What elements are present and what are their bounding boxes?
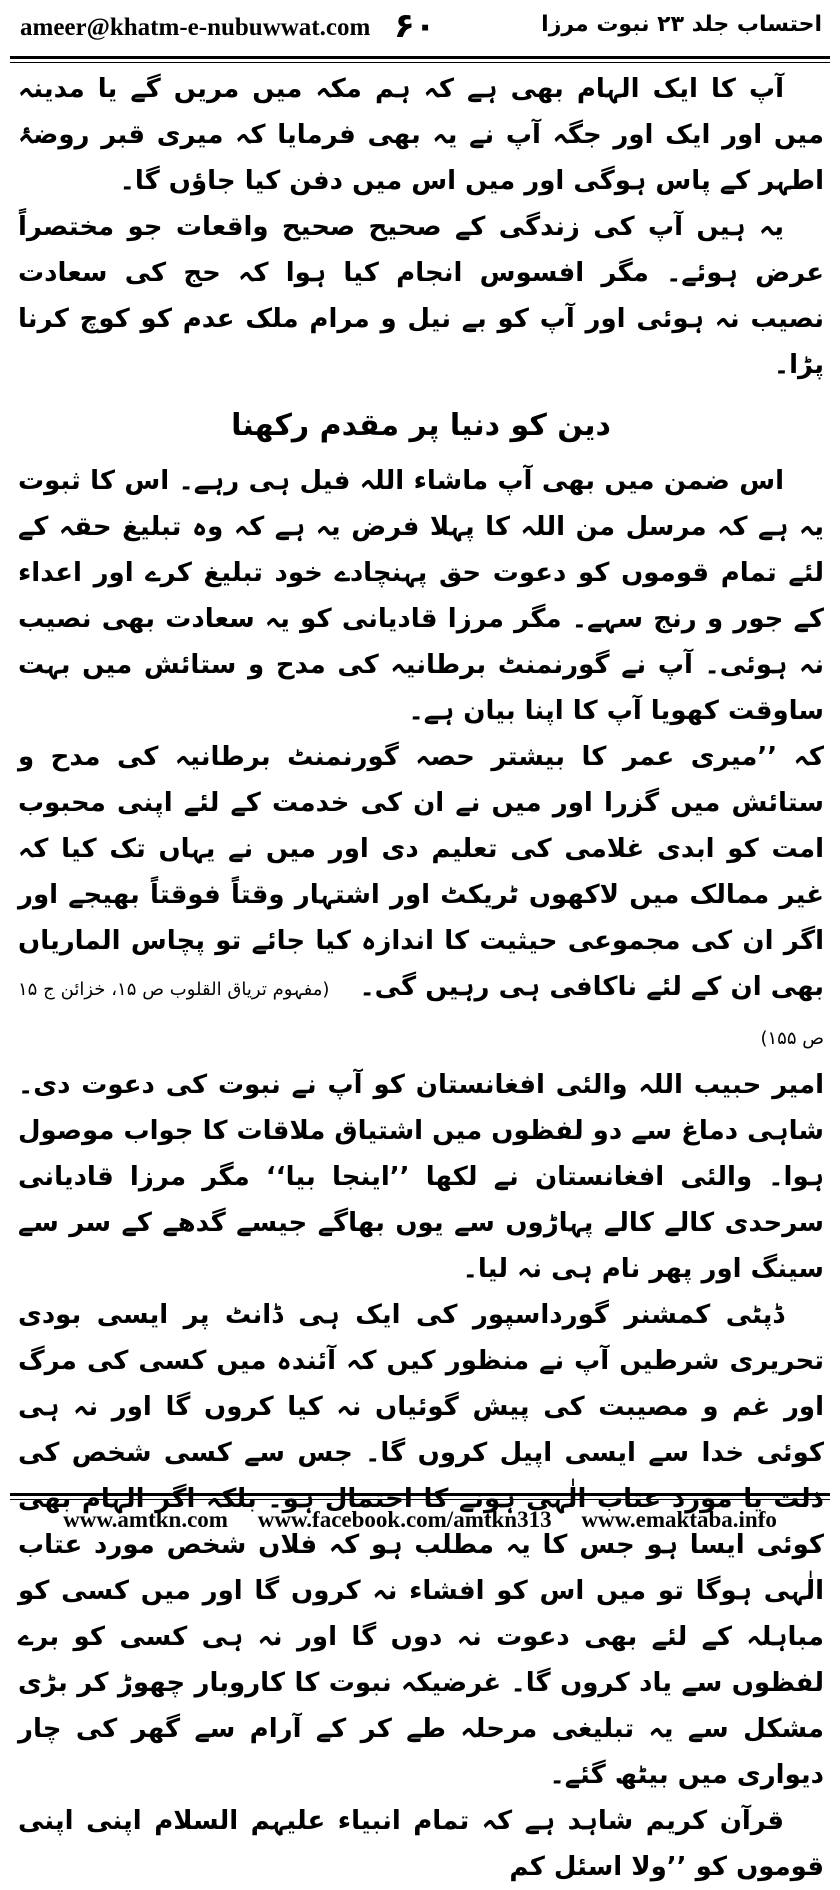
- footer-link-amtkn[interactable]: www.amtkn.com: [63, 1507, 228, 1532]
- paragraph-3: اس ضمن میں بھی آپ ماشاء اللہ فیل ہی رہے۔ اس کا ثبوت یہ ہے کہ مرسل من اللہ کا پہلا فرض یہ ہے کہ وہ تبلیغ حقہ کے لئے تمام قوموں کو دعوت حق پہنچادے خود تبلیغ کرے اور اعداء کے جور و رنج سہے۔ مگر مرزا قادیانی کو یہ سعادت بھی نصیب نہ ہوئی۔ آپ نے گورنمنٹ برطانیہ کی مدح و ستائش میں بہت ساوقت کھویا آپ کا اپنا بیان ہے۔: [18, 466, 824, 726]
- header-email: ameer@khatm-e-nubuwwat.com: [20, 14, 371, 41]
- footer-link-emaktaba[interactable]: www.emaktaba.info: [581, 1507, 777, 1532]
- paragraph-7: قرآن کریم شاہد ہے کہ تمام انبیاء علیہم السلام اپنی اپنی قوموں کو ’’ولا اسئل کم: [18, 1806, 824, 1882]
- page-number: ۶۰: [394, 6, 436, 46]
- paragraph-6: ڈپٹی کمشنر گورداسپور کی ایک ہی ڈانٹ پر ایسی بودی تحریری شرطیں آپ نے منظور کیں کہ آئندہ میں کسی کی مرگ اور غم و مصیبت کی پیش گوئیاں نہ کیا کروں گا اور نہ ہی کوئی خدا سے ایسی اپیل کروں گا۔ جس سے کسی شخص کی یا کوئی ایسا ہو جس کا یہ مطلب ہو کہ فلاں شخص مورد عتاب الٰہی ہوگا تو میں اس کو افشاء نہ کروں گا اور میں کسی کو مباہلہ کے لئے بھی دعوت نہ دوں گا اور نہ ہی کسی کو برے لفظوں سے یاد کروں گا۔ غرضیکہ نبوت کا کاروبار چھوڑ کر بڑی مشکل سے یہ تبلیغی مرحلہ طے کر کے آرام سے گھر کی چار دیواری میں بیٹھ گئے۔: [18, 1300, 824, 1790]
- paragraph-5: امیر حبیب اللہ والئی افغانستان کو آپ نے نبوت کی دعوت دی۔ شاہی دماغ سے دو لفظوں میں اشتیاق ملاقات کا جواب موصول ہوا۔ والئی افغانستان نے لکھا ’’اینجا بیا‘‘ مگر مرزا قادیانی سرحدی کالے کالے پہاڑوں سے یوں بھاگے جیسے گدھے کے سر سے سینگ اور پھر نام ہی نہ لیا۔: [18, 1070, 824, 1284]
- paragraph-1: آپ کا ایک الہام بھی ہے کہ ہم مکہ میں مریں گے یا مدینہ میں اور ایک اور جگہ آپ نے یہ بھی فرمایا کہ میری قبر روضۂ اطہر کے پاس ہوگی اور میں اس میں دفن کیا جاؤں گا۔: [18, 74, 824, 196]
- paragraph-4: [18, 734, 824, 1062]
- footer-rule: [10, 1493, 830, 1496]
- footer-rule-thin: [10, 1499, 830, 1500]
- book-title: احتساب جلد ۲۳ نبوت مرزا: [541, 12, 822, 37]
- citation: (مفہوم تریاق القلوب ص ۱۵، خزائن ج ۱۵ ص ۱۵۵): [18, 979, 824, 1049]
- section-heading: دین کو دنیا پر مقدم رکھنا: [231, 408, 611, 443]
- header-rule: [10, 56, 830, 59]
- quote-text: کہ ’’میری عمر کا بیشتر حصہ گورنمنٹ برطانیہ کی مدح و ستائش میں گزرا اور میں نے ان کی خدمت کے لئے اپنی محبوب امت کو ابدی غلامی کی تعلیم دی اور میں نے یہاں تک کیا کہ غیر ممالک میں لاکھوں ٹریکٹ اور اشتہار وقتاً فوقتاً بھیجے اور اگر ان کی مجموعی حیثیت کا اندازہ کیا جائے تو پچاس الماریاں بھی ان کے لئے ناکافی ہی رہیں گی۔: [18, 742, 825, 1002]
- page-footer: [0, 1503, 840, 1540]
- paragraph-2: یہ ہیں آپ کی زندگی کے صحیح صحیح واقعات جو مختصراً عرض ہوئے۔ مگر افسوس انجام کیا ہوا کہ حج کی سعادت نصیب نہ ہوئی اور آپ کو بے نیل و مرام ملک عدم کو کوچ کرنا پڑا۔: [18, 212, 824, 380]
- footer-link-facebook[interactable]: www.facebook.com/amtkn313: [257, 1507, 552, 1532]
- header-rule-thin: [10, 62, 830, 63]
